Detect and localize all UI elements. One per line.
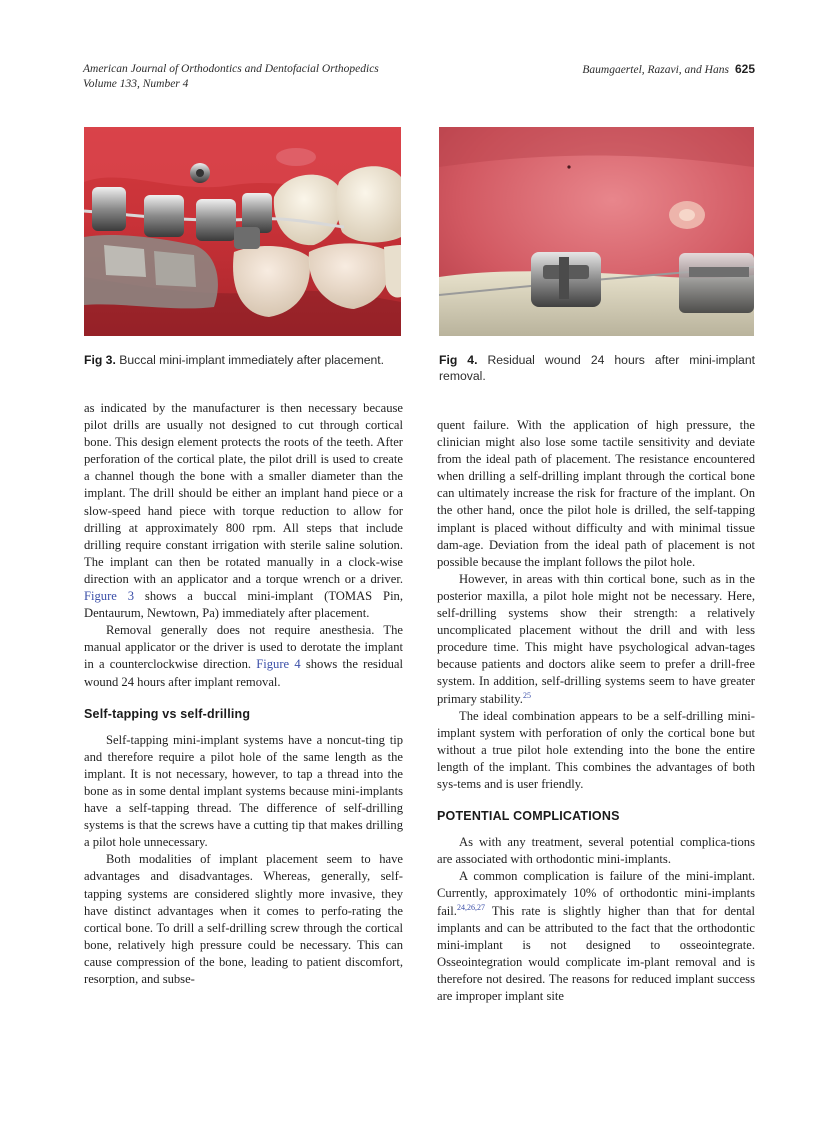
paragraph-text: A common complication is failure of the mini-implant. Currently, approximately 10% of orthodontic mini-implants fail. [437,869,755,918]
figure-3-photo [84,127,401,336]
page-number: 625 [734,62,755,76]
paragraph [437,571,755,708]
paragraph-text: shows a buccal mini-implant (TOMAS Pin, Dentaurum, Newtown, Pa) immediately after placement. [84,589,404,621]
figure-4-caption-text: Residual wound 24 hours after mini-implant removal. [439,353,755,383]
section-heading-complications: POTENTIAL COMPLICATIONS [437,809,620,824]
figure-3-caption [84,352,404,368]
paragraph-text: However, in areas with thin cortical bone, such as in the posterior maxilla, a pilot hole might not be necessary. Here, self-drilling systems show their strength: a relatively uncomplicated placement without the drill and with less procedure time. This might have psychological advan-tages because patients and doctors alike seem to prefer a drill-free system. In addition, self-drilling systems seem to have greater primary stability. [437,571,755,706]
left-text-column [84,400,403,988]
paragraph [84,400,403,622]
figure-4-link[interactable]: Figure 4 [256,657,301,672]
running-header-right [582,62,755,78]
author-names: Baumgaertel, Razavi, and Hans [582,64,729,76]
paragraph-text: Removal generally does not require anesthesia. The manual applicator or the driver is used to derotate the implant in a counterclockwise direction. [84,623,403,672]
paragraph: As with any treatment, several potential complica-tions are associated with orthodontic mini-implants. [437,835,755,867]
figure-4-caption [439,352,755,384]
reference-link[interactable]: 25 [522,690,531,700]
paragraph: quent failure. With the application of high pressure, the clinician might also lose some tactile sensitivity and deviate from the ideal path of placement. The resistance encountered when drilling a self-drilling implant through the cortical bone can ultimately increase the risk for fracture of the implant. On the other hand, once the pilot hole is drilled, the self-tapping implant is placed without difficulty and with minimal tissue dam-age. Deviation from the ideal path of placement is not possible because the implant follows the pilot hole. [437,418,755,569]
paragraph [84,622,403,690]
running-header-left [83,62,379,92]
paragraph: The ideal combination appears to be a self-drilling mini-implant system with perforation of only the cortical bone but without a true pilot hole extending into the bone the entire length of the implant. This combines the advantages of both sys-tems and is user friendly. [437,708,755,791]
journal-title: American Journal of Orthodontics and Dentofacial Orthopedics [83,63,379,75]
figure-3-caption-text: Buccal mini-implant immediately after placement. [119,353,385,367]
reference-link[interactable]: 24,26,27 [456,902,485,912]
paragraph [437,868,755,1005]
paragraph-text: This rate is slightly higher than that for dental implants and can be attributed to the fact that the orthodontic mini-implant is not designed to osseointegrate. Osseointegration would complicate im-plant removal and is therefore not desired. The reasons for reduced implant success are improper implant site [437,903,755,1003]
right-text-column [437,417,755,1005]
section-heading-self-tapping: Self-tapping vs self-drilling [84,706,251,721]
paragraph-text: shows the residual wound 24 hours after implant removal. [84,657,404,689]
paragraph: Self-tapping mini-implant systems have a noncut-ting tip and therefore require a pilot hole of the same length as the implant. It is not necessary, however, to tap a thread into the bone as in some dental implant systems because mini-implants have a self-tapping thread. The difference of self-drilling systems is that the screws have a cutting tip that makes drilling a pilot hole unnecessary. [84,732,403,850]
figure-4-label: Fig 4. [439,353,478,367]
figure-4-photo [439,127,754,336]
figure-3-label: Fig 3. [84,353,116,367]
journal-volume: Volume 133, Number 4 [83,78,189,90]
paragraph: Both modalities of implant placement seem to have advantages and disadvantages. Whereas, generally, self-tapping systems are considered slightly more invasive, they have distinct advantages when it comes to perfo-rating the cortical bone. To drill a self-drilling screw through the cortical bone, relatively high pressure could be necessary. This can cause compression of the bone, leading to patient discomfort, resorption, and subse- [84,852,403,986]
paragraph-text: as indicated by the manufacturer is then necessary because pilot drills are usually not designed to cut through cortical bone. This design element protects the roots of the teeth. After perforation of the cortical plate, the pilot drill is used to create a channel though the bone with a smaller diameter than the implant. The drill should be either an implant hand piece or a slow-speed hand piece with torque reduction to allow for drilling at approximately 800 rpm. All steps that include drilling require constant irrigation with sterile saline solution. The implant can then be rotated manually in a clock-wise direction with an applicator and a torque wrench or a driver. [84,401,403,586]
figure-3-link[interactable]: Figure 3 [84,589,135,604]
